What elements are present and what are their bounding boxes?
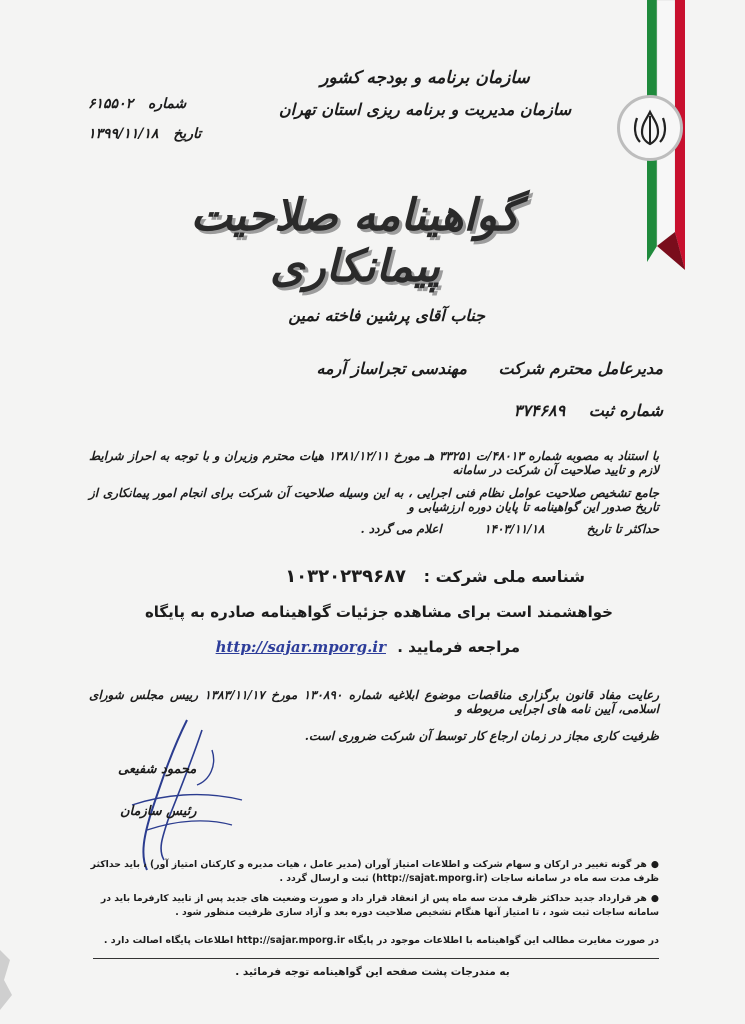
addressee-role [316, 359, 663, 378]
org-line-2: سازمان مدیریت و برنامه ریزی استان تهران [278, 100, 572, 119]
request-line-2 [216, 638, 520, 656]
law-note-line-2: ظرفیت کاری مجاز در زمان ارجاع کار توسط آن شرکت ضروری است. [304, 729, 659, 743]
registration-number [514, 401, 663, 420]
footer-divider [93, 958, 659, 959]
org-line-1: سازمان برنامه و بودجه کشور [320, 68, 530, 88]
footnote-1-text: هر گونه تغییر در ارکان و سهام شرکت و اطلاعات امتیاز آوران (مدیر عامل ، هیات مدیره و کارکنان امتیاز آور) ، باید حداکثر ظرف مدت سه ماه در سامانه ساجات (http://sajat.mporg.ir) ثبت و ارسال گردد . [90, 859, 659, 884]
law-note-line-1: رعایت مفاد قانون برگزاری مناقصات موضوع ابلاغیه شماره ۱۳۰۸۹۰ مورخ ۱۳۸۳/۱۱/۱۷ رییس مجلس شورای اسلامی، آیین نامه های اجرایی مربوطه و [89, 688, 659, 716]
national-id [285, 566, 585, 587]
request-suffix: مراجعه فرمایید . [397, 638, 520, 656]
reg-label: شماره ثبت [588, 401, 663, 420]
mismatch-note: در صورت مغایرت مطالب این گواهینامه با اطلاعات موجود در پایگاه http://sajar.mporg.ir اطلاعات پایگاه اصالت دارد . [103, 935, 659, 946]
sajar-link[interactable]: http://sajar.mporg.ir [215, 638, 386, 656]
body-line-3 [89, 522, 659, 536]
role-label: مدیرعامل محترم شرکت [498, 359, 663, 378]
footnote-2-text: هر قرارداد جدید حداکثر ظرف مدت سه ماه پس از انعقاد قرار داد و صورت وضعیت های جدید پس از تایید کارفرما باید در سامانه ساجات ثبت شود ، تا امتیاز آنها هنگام تشخیص صلاحیت دوره بعد و آزاد سازی ظرفیت منظور شود . [100, 893, 659, 918]
signature-scribble [92, 710, 262, 880]
addressee-name: جناب آقای پرشین فاخته نمین [288, 306, 485, 325]
number-value: ۶۱۵۵۰۲ [88, 96, 134, 112]
date-value: ۱۳۹۹/۱۱/۱۸ [88, 126, 159, 142]
national-id-value: ۱۰۳۲۰۲۳۹۶۸۷ [285, 566, 407, 587]
footnote-2 [89, 892, 659, 920]
body-line-2: جامع تشخیص صلاحیت عوامل نظام فنی اجرایی ، به این وسیله صلاحیت آن شرکت برای انجام امور پیمانکاری از تاریخ صدور این گواهینامه تا پایان دوره ارزشیابی و [89, 486, 659, 514]
signatory-title: رئیس سازمان [120, 804, 197, 819]
company-name: مهندسی تجراساز آرمه [316, 359, 467, 378]
scan-edge-mark [0, 950, 14, 1010]
bullet-icon: ● [650, 893, 659, 904]
validity-date: ۱۴۰۳/۱۱/۱۸ [484, 522, 545, 536]
footnote-1 [89, 858, 659, 886]
footnotes [89, 858, 659, 926]
certificate-title: گواهینامه صلاحیت پیمانکاری [190, 190, 520, 292]
back-page-note: به مندرجات پشت صفحه این گواهینامه توجه فرمائید . [235, 966, 510, 978]
iran-emblem-icon [617, 95, 683, 161]
request-line-1: خواهشمند است برای مشاهده جزئیات گواهینامه صادره به پایگاه [144, 603, 613, 621]
letter-number [88, 96, 186, 112]
validity-suffix: اعلام می گردد . [360, 522, 442, 536]
reg-value: ۳۷۴۶۸۹ [513, 401, 566, 420]
body-line-1: با استناد به مصوبه شماره ۴۸۰۱۳/ت ۳۳۲۵۱ هـ مورخ ۱۳۸۱/۱۲/۱۱ هیات محترم وزیران و با توجه به احراز شرایط لازم و تایید صلاحیت آن شرکت در سامانه [89, 449, 659, 477]
national-id-label: شناسه ملی شرکت : [423, 567, 585, 586]
bullet-icon: ● [650, 859, 659, 870]
signatory-name: محمود شفیعی [118, 762, 197, 777]
number-label: شماره [148, 96, 187, 112]
letter-date [88, 126, 201, 142]
validity-prefix: حداکثر تا تاریخ [586, 522, 659, 536]
date-label: تاریخ [173, 126, 202, 142]
